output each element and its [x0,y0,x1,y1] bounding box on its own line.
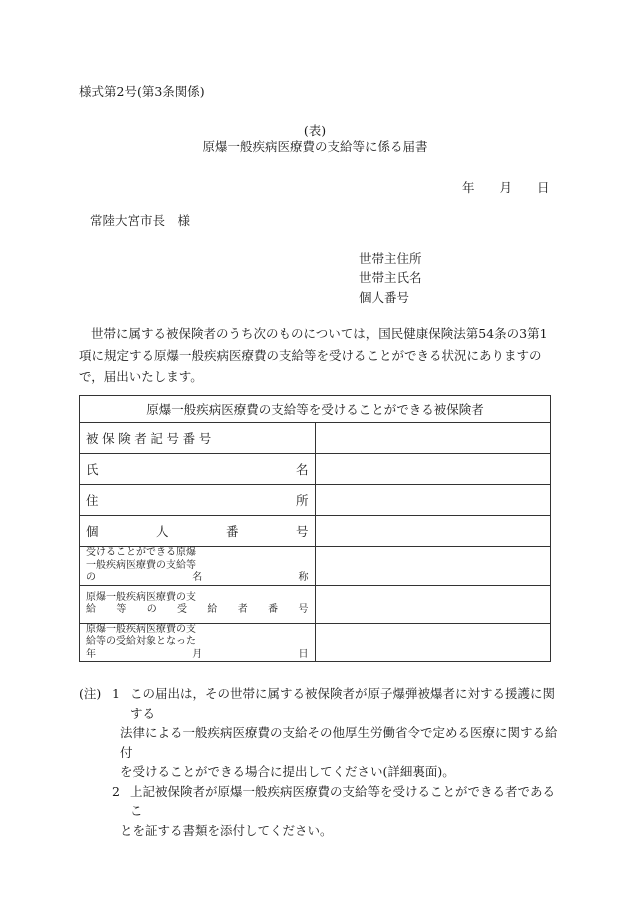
table-row [80,454,551,485]
address-label-char: 住 [86,493,99,508]
date-label-line: 原爆一般疾病医療費の支 [86,623,196,635]
institution-label-line: 一般疾病医療費の支給等 [86,559,196,571]
eligibility-date-field[interactable] [315,623,551,662]
table-row [80,516,551,547]
rec-char: 給 [86,604,96,615]
addressee: 常陸大宮市長 様 [90,213,191,228]
rec-char: の [146,604,157,615]
date-year-label: 年 [462,180,475,195]
inst-char: の [86,572,96,583]
rec-char: 等 [116,604,127,615]
dt-char: 月 [192,648,203,660]
date-day-label: 日 [537,180,550,195]
note-text: この届出は，その世帯に属する被保険者が原子爆弾被爆者に対する援護に関する [130,686,556,721]
note-text: を受けることができる場合に提出してください(詳細裏面)。 [120,764,455,779]
table-row [80,547,551,586]
householder-address-label: 世帯主住所 [359,251,422,266]
form-code: 様式第2号(第3条関係) [79,84,205,99]
note-item [79,782,559,821]
institution-name-label [80,547,316,586]
side-label: (表) [303,123,327,138]
note-text: 法律による一般疾病医療費の支給その他厚生労働省令で定める医療に関する給付 [120,725,558,760]
householder-name-label: 世帯主氏名 [359,270,422,285]
rec-char: 給 [207,604,218,615]
recipient-number-label [80,585,316,623]
note-number: 1 [112,686,120,701]
personal-number-row-label [80,516,316,547]
name-label [80,454,316,485]
dt-char: 年 [86,648,96,660]
rec-char: 受 [177,604,188,615]
table-row [80,623,551,662]
table-row [80,485,551,516]
pn-char: 人 [155,524,169,539]
dt-char: 日 [298,648,309,660]
insured-number-label-text: 被保険者記号番号 [86,431,215,446]
note-number: 2 [112,783,120,799]
note-text: とを証する書類を添付してください。 [120,822,333,838]
table-row [80,585,551,623]
name-label-char: 氏 [86,462,99,477]
recipient-label-line: 原爆一般疾病医療費の支 [86,591,196,603]
insured-persons-table [79,395,551,662]
recipient-number-field[interactable] [315,585,551,623]
insured-number-label [80,423,316,454]
date-line [462,178,550,196]
inst-char: 称 [298,572,309,583]
table-header: 原爆一般疾病医療費の支給等を受けることができる被保険者 [80,396,551,423]
personal-number-label: 個人番号 [359,290,410,305]
inst-char: 名 [192,572,203,583]
pn-char: 番 [225,524,239,539]
rec-char: 者 [237,604,248,615]
name-label-char: 名 [295,462,309,477]
address-label [80,485,316,516]
note-item [79,684,559,723]
institution-name-field[interactable] [315,547,551,586]
pn-char: 個 [86,524,99,539]
eligibility-date-label [80,623,316,662]
date-label-line: 給等の受給対象となった [86,636,196,647]
insured-number-field[interactable] [315,423,551,454]
address-field[interactable] [315,485,551,516]
rec-char: 番 [268,604,279,615]
document-title: 原爆一般疾病医療費の支給等に係る届書 [202,139,428,154]
institution-label-line: 受けることができる原爆 [86,547,196,558]
rec-char: 号 [298,604,309,615]
notes-mark: (注) [79,686,102,701]
pn-char: 号 [295,524,309,539]
note-text: 上記被保険者が原爆一般疾病医療費の支給等を受けることができる者であるこ [130,783,556,818]
personal-number-field[interactable] [315,516,551,547]
address-label-char: 所 [295,493,309,508]
statement-text: 世帯に属する被保険者のうち次のものについては，国民健康保険法第54条の3第1項に規定する原爆一般疾病医療費の支給等を受けることができる状況にありますので，届出いたします。 [79,326,548,384]
table-row [80,423,551,454]
notes-section [79,684,559,840]
date-month-label: 月 [499,180,513,195]
name-field[interactable] [315,454,551,485]
